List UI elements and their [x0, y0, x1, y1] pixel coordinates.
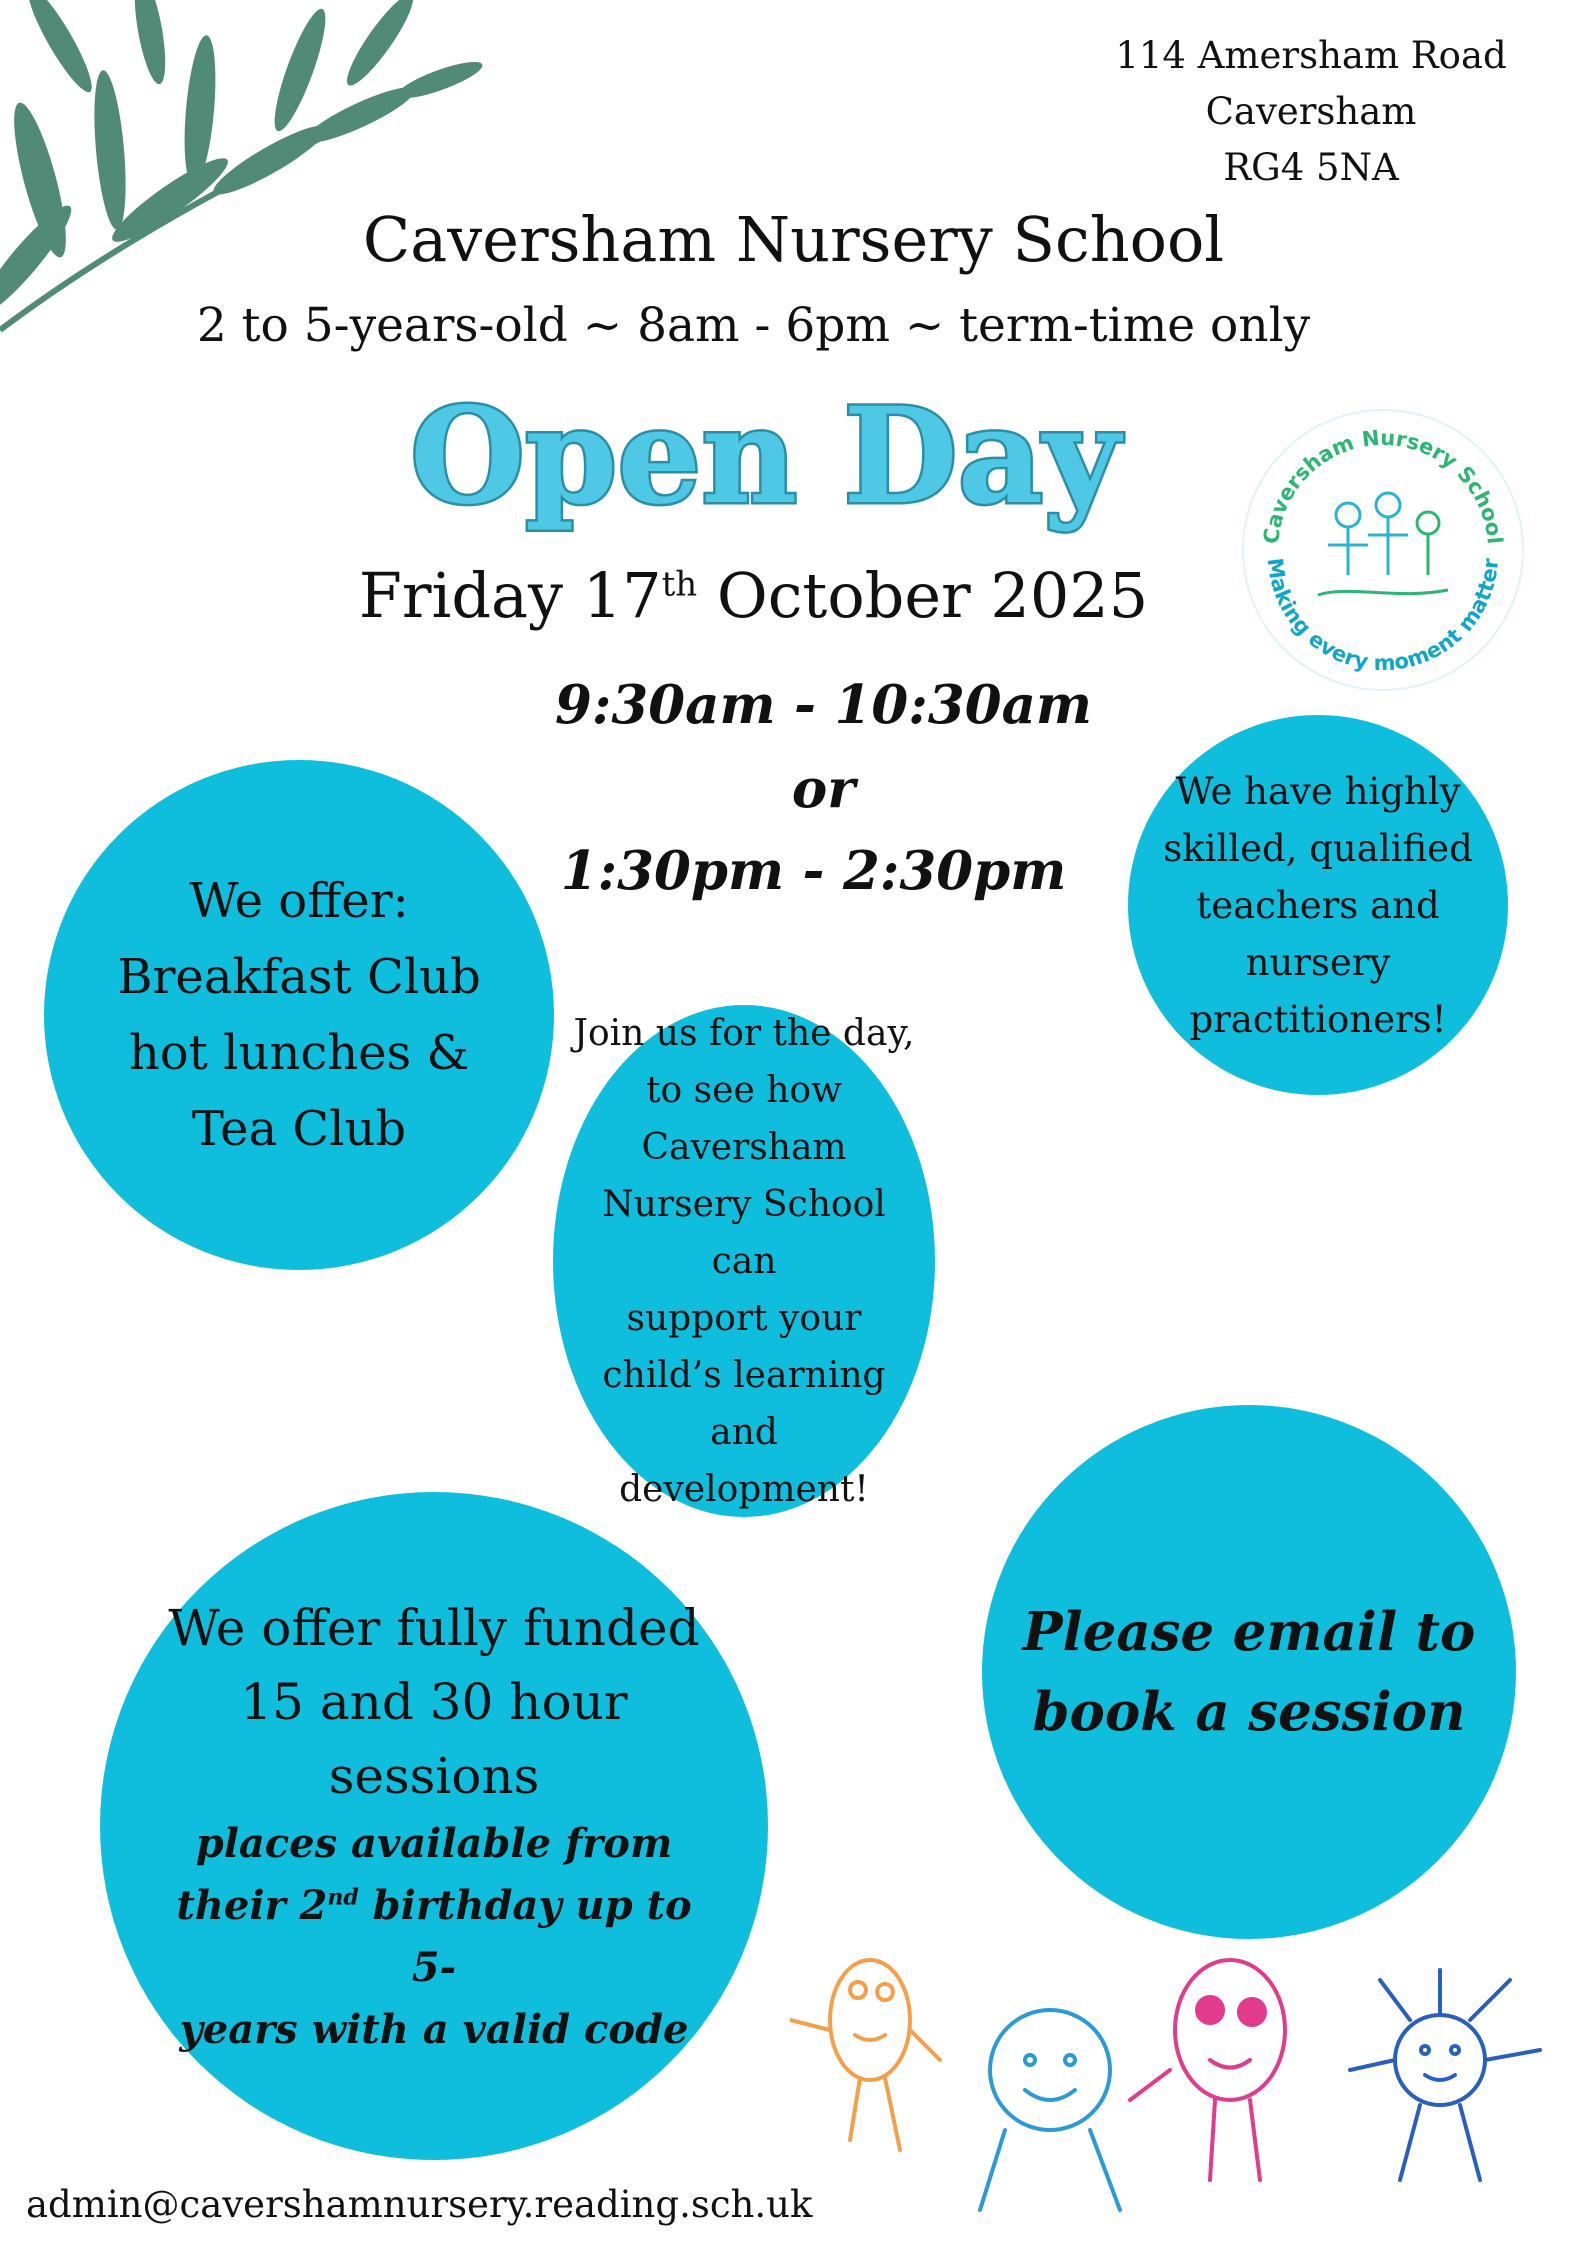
address-line-2: Caversham	[1205, 90, 1417, 133]
funded-line: We offer fully funded	[168, 1599, 700, 1657]
children-drawings-decoration	[790, 1950, 1580, 2220]
funded-sub-sup: nd	[327, 1884, 359, 1911]
funded-line: 15 and 30 hour	[240, 1673, 628, 1731]
school-address	[1101, 28, 1521, 196]
email-line: Please email to	[1022, 1601, 1476, 1663]
session-time-afternoon: 1:30pm - 2:30pm	[560, 840, 1067, 902]
contact-email[interactable]: admin@cavershamnursery.reading.sch.uk	[26, 2183, 813, 2226]
circle-join-us	[553, 1005, 935, 1517]
staff-line: skilled, qualified	[1163, 826, 1473, 870]
funded-sub-line: years with a valid code	[179, 2006, 689, 2053]
session-time-morning: 9:30am - 10:30am	[554, 674, 1092, 736]
address-line-1: 114 Amersham Road	[1115, 34, 1507, 77]
logo-ring-top: Caversham Nursery School	[1259, 425, 1507, 546]
blue-face-drawing	[980, 2010, 1120, 2210]
circle-funded-sessions	[100, 1492, 768, 2160]
join-line: support your	[626, 1297, 862, 1339]
staff-line: practitioners!	[1189, 997, 1447, 1041]
school-logo	[1238, 405, 1528, 695]
offer-line: Breakfast Club	[117, 949, 481, 1005]
funded-sub-after: birthday up to 5-	[358, 1882, 692, 1991]
funded-sub-line: places available from	[195, 1820, 673, 1867]
join-line: development!	[619, 1468, 869, 1510]
address-postcode: RG4 5NA	[1223, 146, 1399, 189]
logo-ring-bottom: Making every moment matter	[1262, 556, 1504, 676]
date-suffix: th	[661, 564, 698, 605]
join-line: Join us for the day,	[573, 1012, 915, 1054]
join-line: Nursery School can	[602, 1183, 886, 1282]
session-time-or: or	[791, 758, 856, 820]
circle-email-booking	[982, 1405, 1516, 1939]
offer-line: Tea Club	[191, 1101, 407, 1157]
blue-spiky-face-drawing	[1350, 1970, 1540, 2180]
funded-line: sessions	[328, 1747, 540, 1805]
circle-we-offer	[44, 760, 554, 1270]
orange-face-drawing	[790, 1960, 940, 2150]
date-day: Friday 17	[358, 559, 662, 632]
event-date	[0, 556, 1547, 636]
pink-face-drawing	[1130, 1960, 1285, 2180]
join-line: Caversham	[641, 1126, 847, 1168]
offer-line: hot lunches &	[128, 1025, 470, 1081]
circle-staff	[1128, 715, 1508, 1095]
funded-sub-line	[150, 1875, 718, 1999]
join-line: child’s learning and	[602, 1354, 886, 1453]
tagline: 2 to 5-years-old ~ 8am - 6pm ~ term-time only	[196, 298, 1311, 353]
join-line: to see how	[646, 1069, 842, 1111]
date-rest: October 2025	[697, 559, 1149, 632]
staff-line: teachers and nursery	[1196, 883, 1440, 984]
funded-sub-before: their 2	[176, 1882, 328, 1929]
email-line: book a session	[1032, 1681, 1466, 1743]
staff-line: We have highly	[1175, 769, 1461, 813]
school-name: Caversham Nursery School	[362, 203, 1225, 276]
offer-line: We offer:	[189, 873, 409, 929]
open-day-text: Open Day	[410, 380, 1120, 534]
